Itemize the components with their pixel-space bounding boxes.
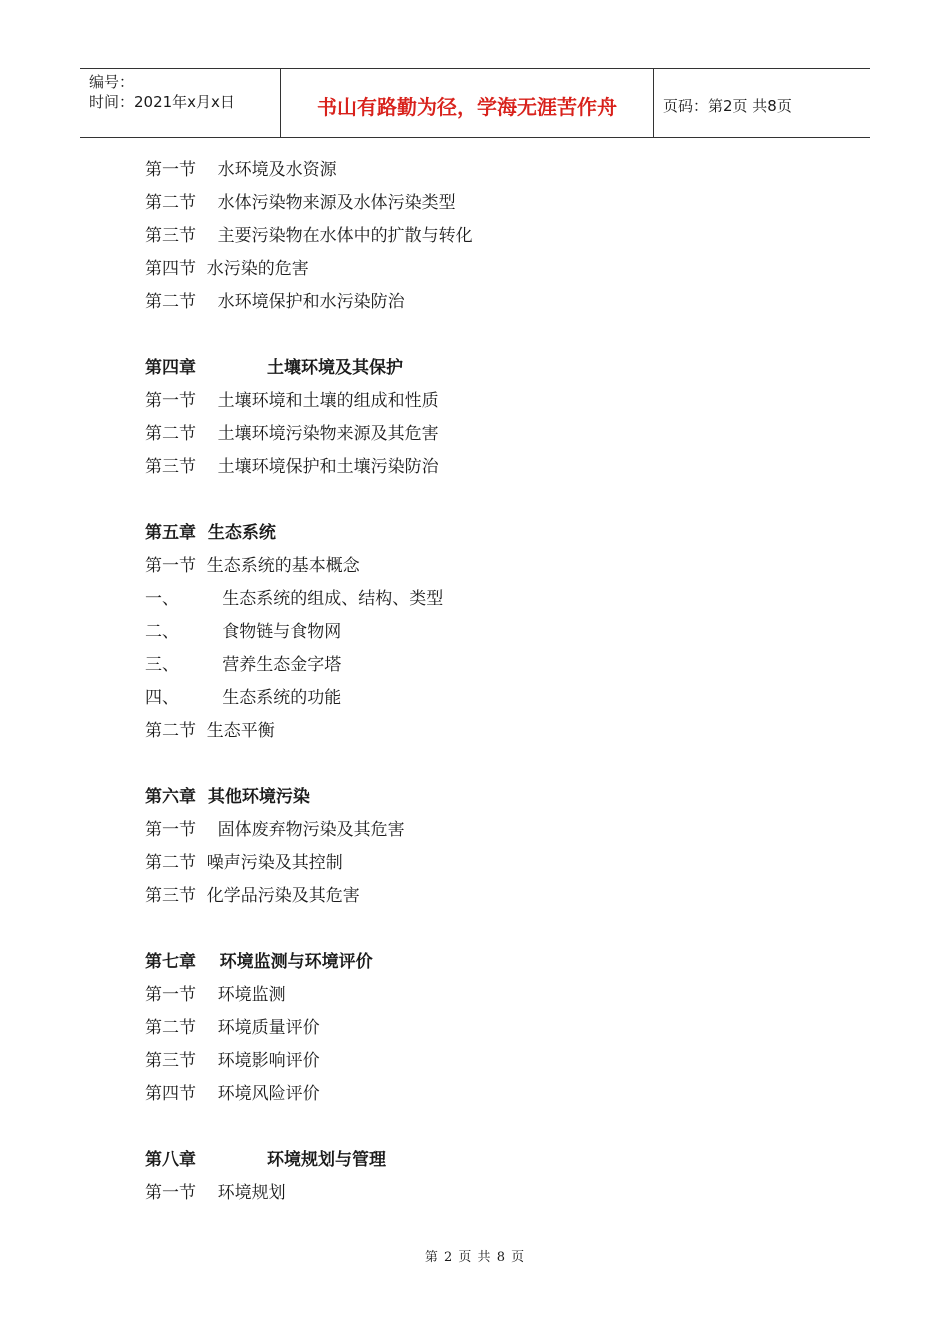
toc-item: 三、 营养生态金字塔 xyxy=(145,655,342,675)
toc-item: 第二节 环境质量评价 xyxy=(145,1018,320,1038)
toc-item: 第四节 环境风险评价 xyxy=(145,1084,320,1104)
page-footer: 第 2 页 共 8 页 xyxy=(424,1250,526,1265)
toc-item: 二、 食物链与食物网 xyxy=(145,622,342,642)
toc-item: 第二节 水体污染物来源及水体污染类型 xyxy=(145,193,456,213)
section xyxy=(145,781,865,913)
toc-item: 第三节 土壤环境保护和土壤污染防治 xyxy=(145,457,439,477)
section xyxy=(145,946,865,1111)
toc-item: 一、 生态系统的组成、结构、类型 xyxy=(145,589,444,609)
toc-item: 第四节 水污染的危害 xyxy=(145,259,309,279)
toc-item: 第一节 环境规划 xyxy=(145,1183,286,1203)
toc-item: 第二节 生态平衡 xyxy=(145,721,275,741)
header-number: 编号： xyxy=(89,73,135,91)
section xyxy=(145,1144,865,1210)
header-meta xyxy=(80,69,281,137)
toc-item: 第三节 化学品污染及其危害 xyxy=(145,886,360,906)
section xyxy=(145,352,865,484)
header-page-info: 页码：第2页 共8页 xyxy=(663,96,792,115)
toc-content xyxy=(145,154,865,1210)
page-header xyxy=(80,68,870,138)
toc-item: 第三节 环境影响评价 xyxy=(145,1051,320,1071)
section xyxy=(145,517,865,748)
section xyxy=(145,154,865,319)
toc-item: 第一节 生态系统的基本概念 xyxy=(145,556,360,576)
toc-item: 第一节 水环境及水资源 xyxy=(145,160,337,180)
chapter-heading: 第八章 环境规划与管理 xyxy=(145,1150,387,1170)
chapter-heading: 第五章 生态系统 xyxy=(145,523,276,543)
toc-item: 第二节 噪声污染及其控制 xyxy=(145,853,343,873)
toc-item: 第二节 水环境保护和水污染防治 xyxy=(145,292,405,312)
chapter-heading: 第四章 土壤环境及其保护 xyxy=(145,358,404,378)
toc-item: 第三节 主要污染物在水体中的扩散与转化 xyxy=(145,226,473,246)
chapter-heading: 第七章 环境监测与环境评价 xyxy=(145,952,373,972)
header-date: 时间：2021年x月x日 xyxy=(89,93,235,111)
toc-item: 第一节 环境监测 xyxy=(145,985,286,1005)
toc-item: 第一节 固体废弃物污染及其危害 xyxy=(145,820,405,840)
header-motto: 书山有路勤为径，学海无涯苦作舟 xyxy=(281,69,654,137)
toc-item: 四、 生态系统的功能 xyxy=(145,688,342,708)
chapter-heading: 第六章 其他环境污染 xyxy=(145,787,310,807)
toc-item: 第一节 土壤环境和土壤的组成和性质 xyxy=(145,391,439,411)
toc-item: 第二节 土壤环境污染物来源及其危害 xyxy=(145,424,439,444)
